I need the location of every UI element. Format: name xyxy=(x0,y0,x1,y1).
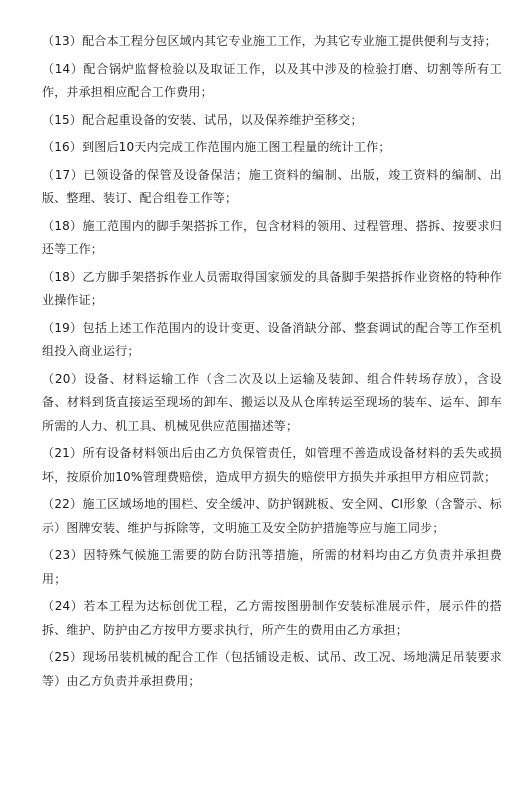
clause-18a: （18）施工范围内的脚手架搭拆工作，包含材料的领用、过程管理、搭拆、按要求归还等工作； xyxy=(42,218,502,256)
clause-13: （13）配合本工程分包区域内其它专业施工工作，为其它专业施工提供便利与支持； xyxy=(42,34,497,48)
clause-23: （23）因特殊气候施工需要的防台防汛等措施，所需的材料均由乙方负责并承担费用； xyxy=(42,548,502,586)
clause-21: （21）所有设备材料领出后由乙方负保管责任，如管理不善造成设备材料的丢失或损坏，按原价加10%管理费赔偿，造成甲方损失的赔偿甲方损失并承担甲方相应罚款； xyxy=(42,446,502,484)
clause-20: （20）设备、材料运输工作（含二次及以上运输及装卸、组合件转场存放），含设备、材料到货直接运至现场的卸车、搬运以及从仓库转运至现场的装车、运车、卸车所需的人力、机工具、机械见供应范围描述等； xyxy=(42,371,502,433)
clause-25: （25）现场吊装机械的配合工作（包括铺设走板、试吊、改工况、场地满足吊装要求等）由乙方负责并承担费用； xyxy=(42,650,502,688)
clause-18b: （18）乙方脚手架搭拆作业人员需取得国家颁发的具备脚手架搭拆作业资格的特种作业操作证； xyxy=(42,269,502,307)
clause-16: （16）到图后10天内完成工作范围内施工图工程量的统计工作； xyxy=(42,140,391,154)
clause-22: （22）施工区域场地的围栏、安全缓冲、防护钢跳板、安全网、CI形象（含警示、标示）图牌安装、维护与拆除等，文明施工及安全防护措施等应与施工同步； xyxy=(42,497,502,535)
clause-15: （15）配合起重设备的安装、试吊，以及保养维护至移交； xyxy=(42,112,363,127)
clause-24: （24）若本工程为达标创优工程，乙方需按图册制作安装标准展示件，展示件的搭拆、维护、防护由乙方按甲方要求执行，所产生的费用由乙方承担； xyxy=(42,599,502,637)
clause-19: （19）包括上述工作范围内的设计变更、设备消缺分部、整套调试的配合等工作至机组投入商业运行； xyxy=(42,320,502,358)
clause-14: （14）配合锅炉监督检验以及取证工作，以及其中涉及的检验打磨、切割等所有工作，并承担相应配合工作费用； xyxy=(42,61,502,99)
clause-17: （17）已领设备的保管及设备保洁；施工资料的编制、出版，竣工资料的编制、出版、整理、装订、配合组卷工作等； xyxy=(42,167,502,205)
document-body xyxy=(42,30,502,697)
